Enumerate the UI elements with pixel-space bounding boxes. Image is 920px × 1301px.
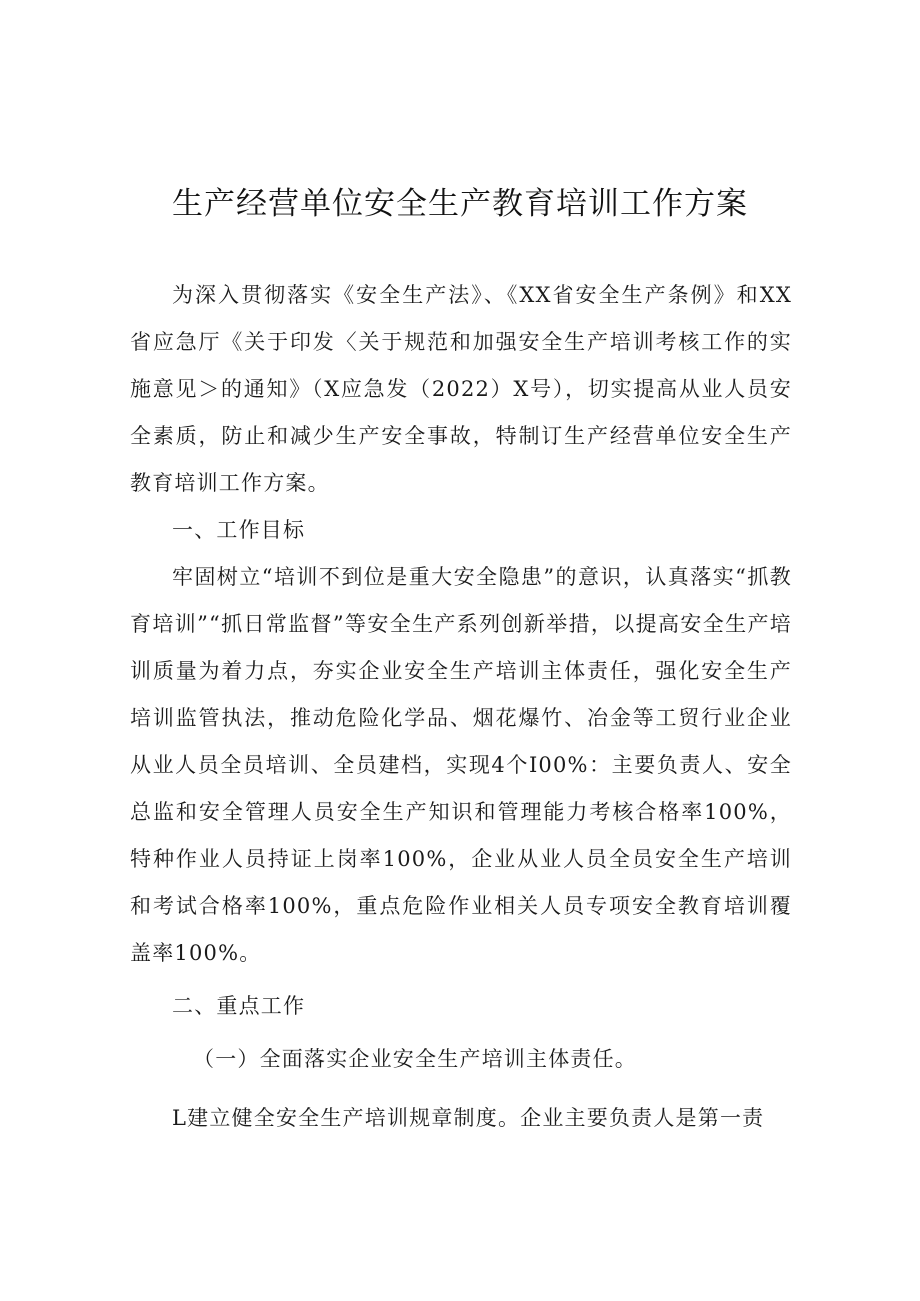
intro-paragraph: 为深入贯彻落实《安全生产法》、《XX省安全生产条例》和XX省应急厅《关于印发〈关于规范和加强安全生产培训考核工作的实施意见＞的通知》（X应急发（2022）X号），切实提高从业人员安全素质，防止和减少生产安全事故，特制订生产经营单位安全生产教育培训工作方案。 [130, 283, 792, 495]
section-heading-key-work: 二、重点工作 [172, 994, 306, 1018]
item-paragraph-1: L建立健全安全生产培训规章制度。企业主要负责人是第一责 [172, 1106, 765, 1130]
subsection-heading-1: （一）全面落实企业安全生产培训主体责任。 [193, 1047, 637, 1071]
section-heading-goals: 一、工作目标 [172, 518, 306, 542]
document-body [130, 272, 792, 1142]
document-title: 生产经营单位安全生产教育培训工作方案 [172, 186, 748, 222]
goals-paragraph: 牢固树立“培训不到位是重大安全隐患”的意识，认真落实“抓教育培训”“抓日常监督”等安全生产系列创新举措，以提高安全生产培训质量为着力点，夯实企业安全生产培训主体责任，强化安全生产培训监管执法，推动危险化学品、烟花爆竹、冶金等工贸行业企业从业人员全员培训、全员建档，实现4个I00%：主要负责人、安全总监和安全管理人员安全生产知识和管理能力考核合格率100%，特种作业人员持证上岗率100%，企业从业人员全员安全生产培训和考试合格率100%，重点危险作业相关人员专项安全教育培训覆盖率100%。 [130, 565, 792, 965]
